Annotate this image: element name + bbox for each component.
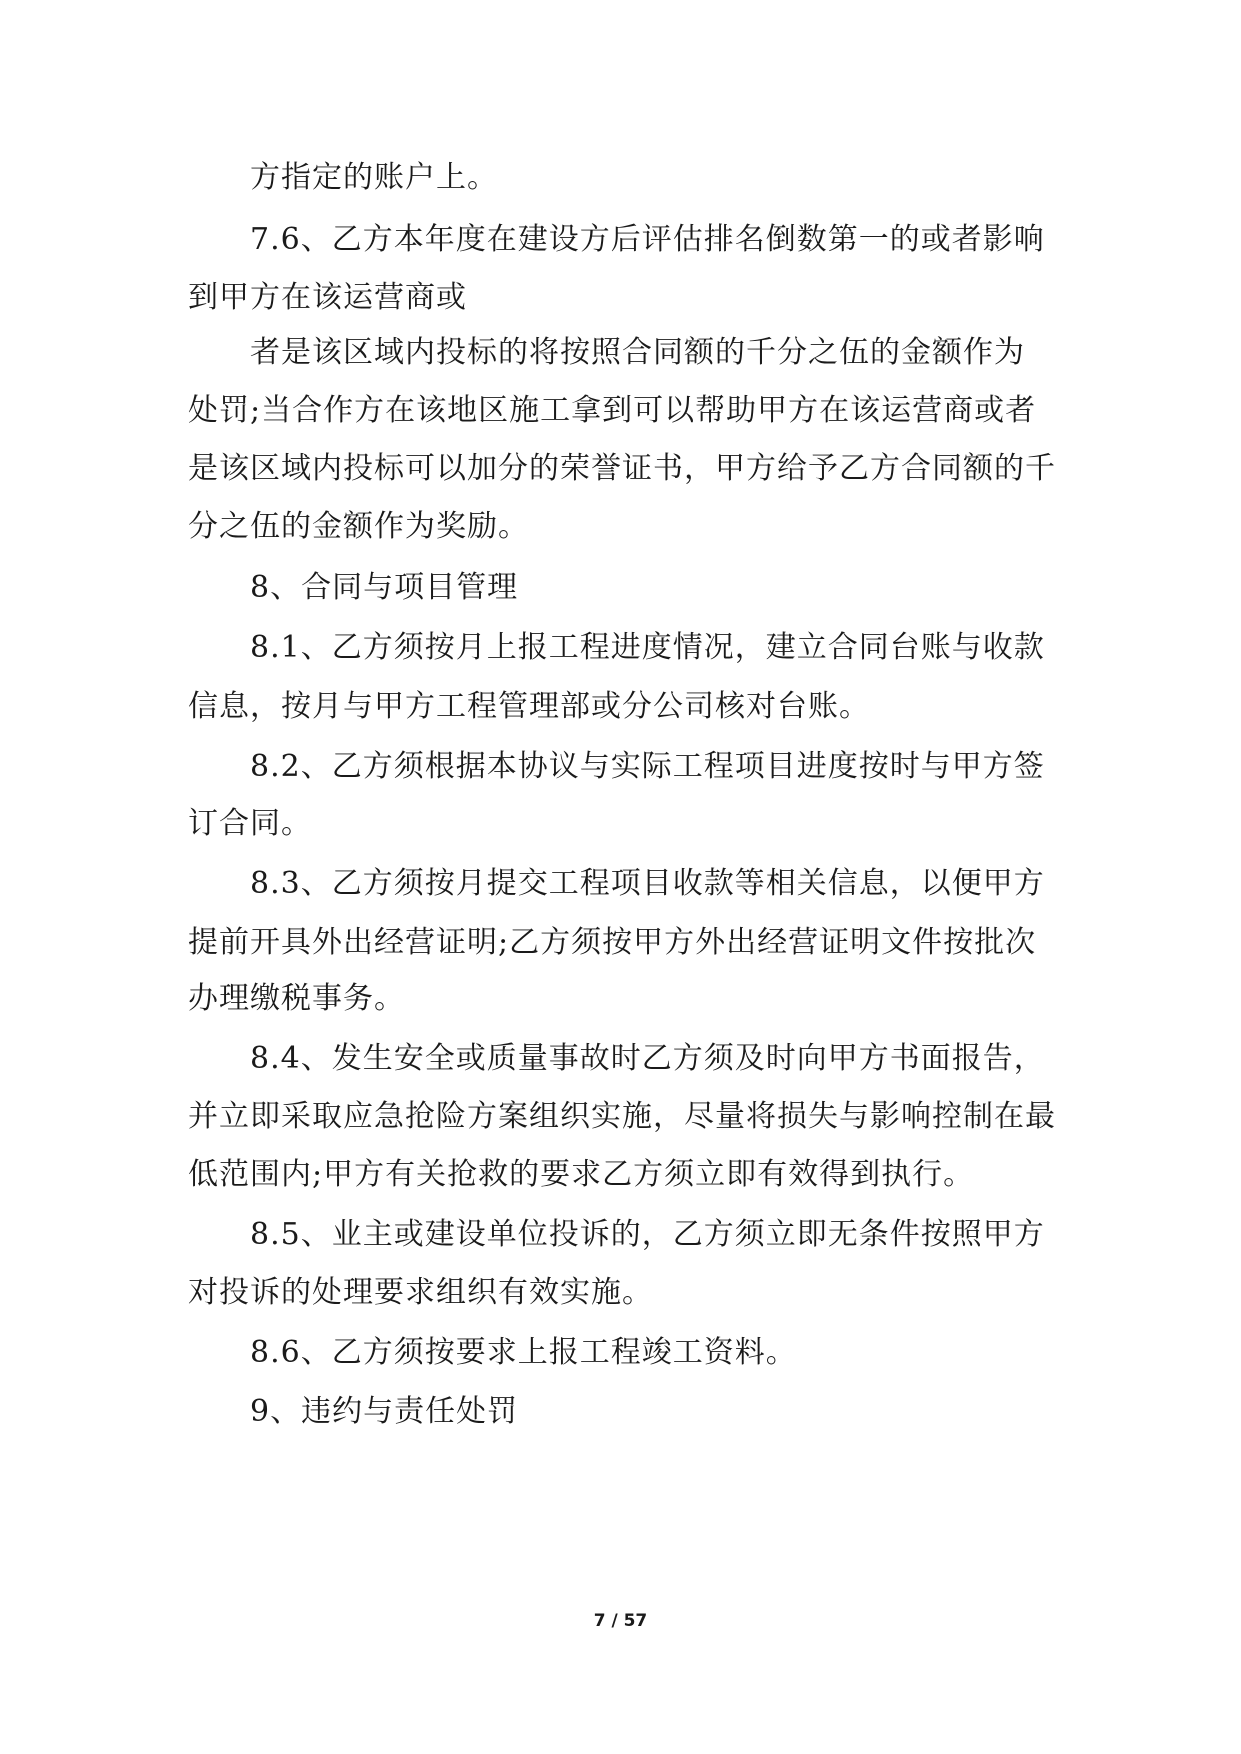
- text-line: 分之伍的金额作为奖励。: [188, 509, 529, 544]
- text-line: 订合同。: [188, 806, 312, 841]
- section-heading: 8、合同与项目管理: [250, 570, 519, 605]
- text-line: 8.3、乙方须按月提交工程项目收款等相关信息，以便甲方: [250, 866, 1045, 901]
- text-line: 处罚;当合作方在该地区施工拿到可以帮助甲方在该运营商或者: [188, 393, 1037, 428]
- section-heading: 9、违约与责任处罚: [250, 1394, 519, 1429]
- text-line: 者是该区域内投标的将按照合同额的千分之伍的金额作为: [250, 335, 1025, 370]
- page-number: 7 / 57: [593, 1611, 648, 1631]
- text-line: 8.2、乙方须根据本协议与实际工程项目进度按时与甲方签: [250, 749, 1045, 784]
- text-line: 方指定的账户上。: [250, 160, 498, 195]
- text-line: 到甲方在该运营商或: [188, 280, 467, 315]
- text-line: 8.4、发生安全或质量事故时乙方须及时向甲方书面报告，: [250, 1041, 1045, 1076]
- text-line: 信息，按月与甲方工程管理部或分公司核对台账。: [188, 689, 870, 724]
- text-line: 8.5、业主或建设单位投诉的，乙方须立即无条件按照甲方: [250, 1217, 1045, 1252]
- text-line: 并立即采取应急抢险方案组织实施，尽量将损失与影响控制在最: [188, 1099, 1056, 1134]
- text-line: 办理缴税事务。: [188, 981, 405, 1016]
- text-line: 对投诉的处理要求组织有效实施。: [188, 1275, 653, 1310]
- text-line: 7.6、乙方本年度在建设方后评估排名倒数第一的或者影响: [250, 222, 1045, 257]
- text-line: 8.1、乙方须按月上报工程进度情况，建立合同台账与收款: [250, 630, 1045, 665]
- text-line: 8.6、乙方须按要求上报工程竣工资料。: [250, 1335, 797, 1370]
- text-line: 是该区域内投标可以加分的荣誉证书，甲方给予乙方合同额的千: [188, 451, 1056, 486]
- text-line: 提前开具外出经营证明;乙方须按甲方外出经营证明文件按批次: [188, 925, 1037, 960]
- text-line: 低范围内;甲方有关抢救的要求乙方须立即有效得到执行。: [188, 1157, 975, 1192]
